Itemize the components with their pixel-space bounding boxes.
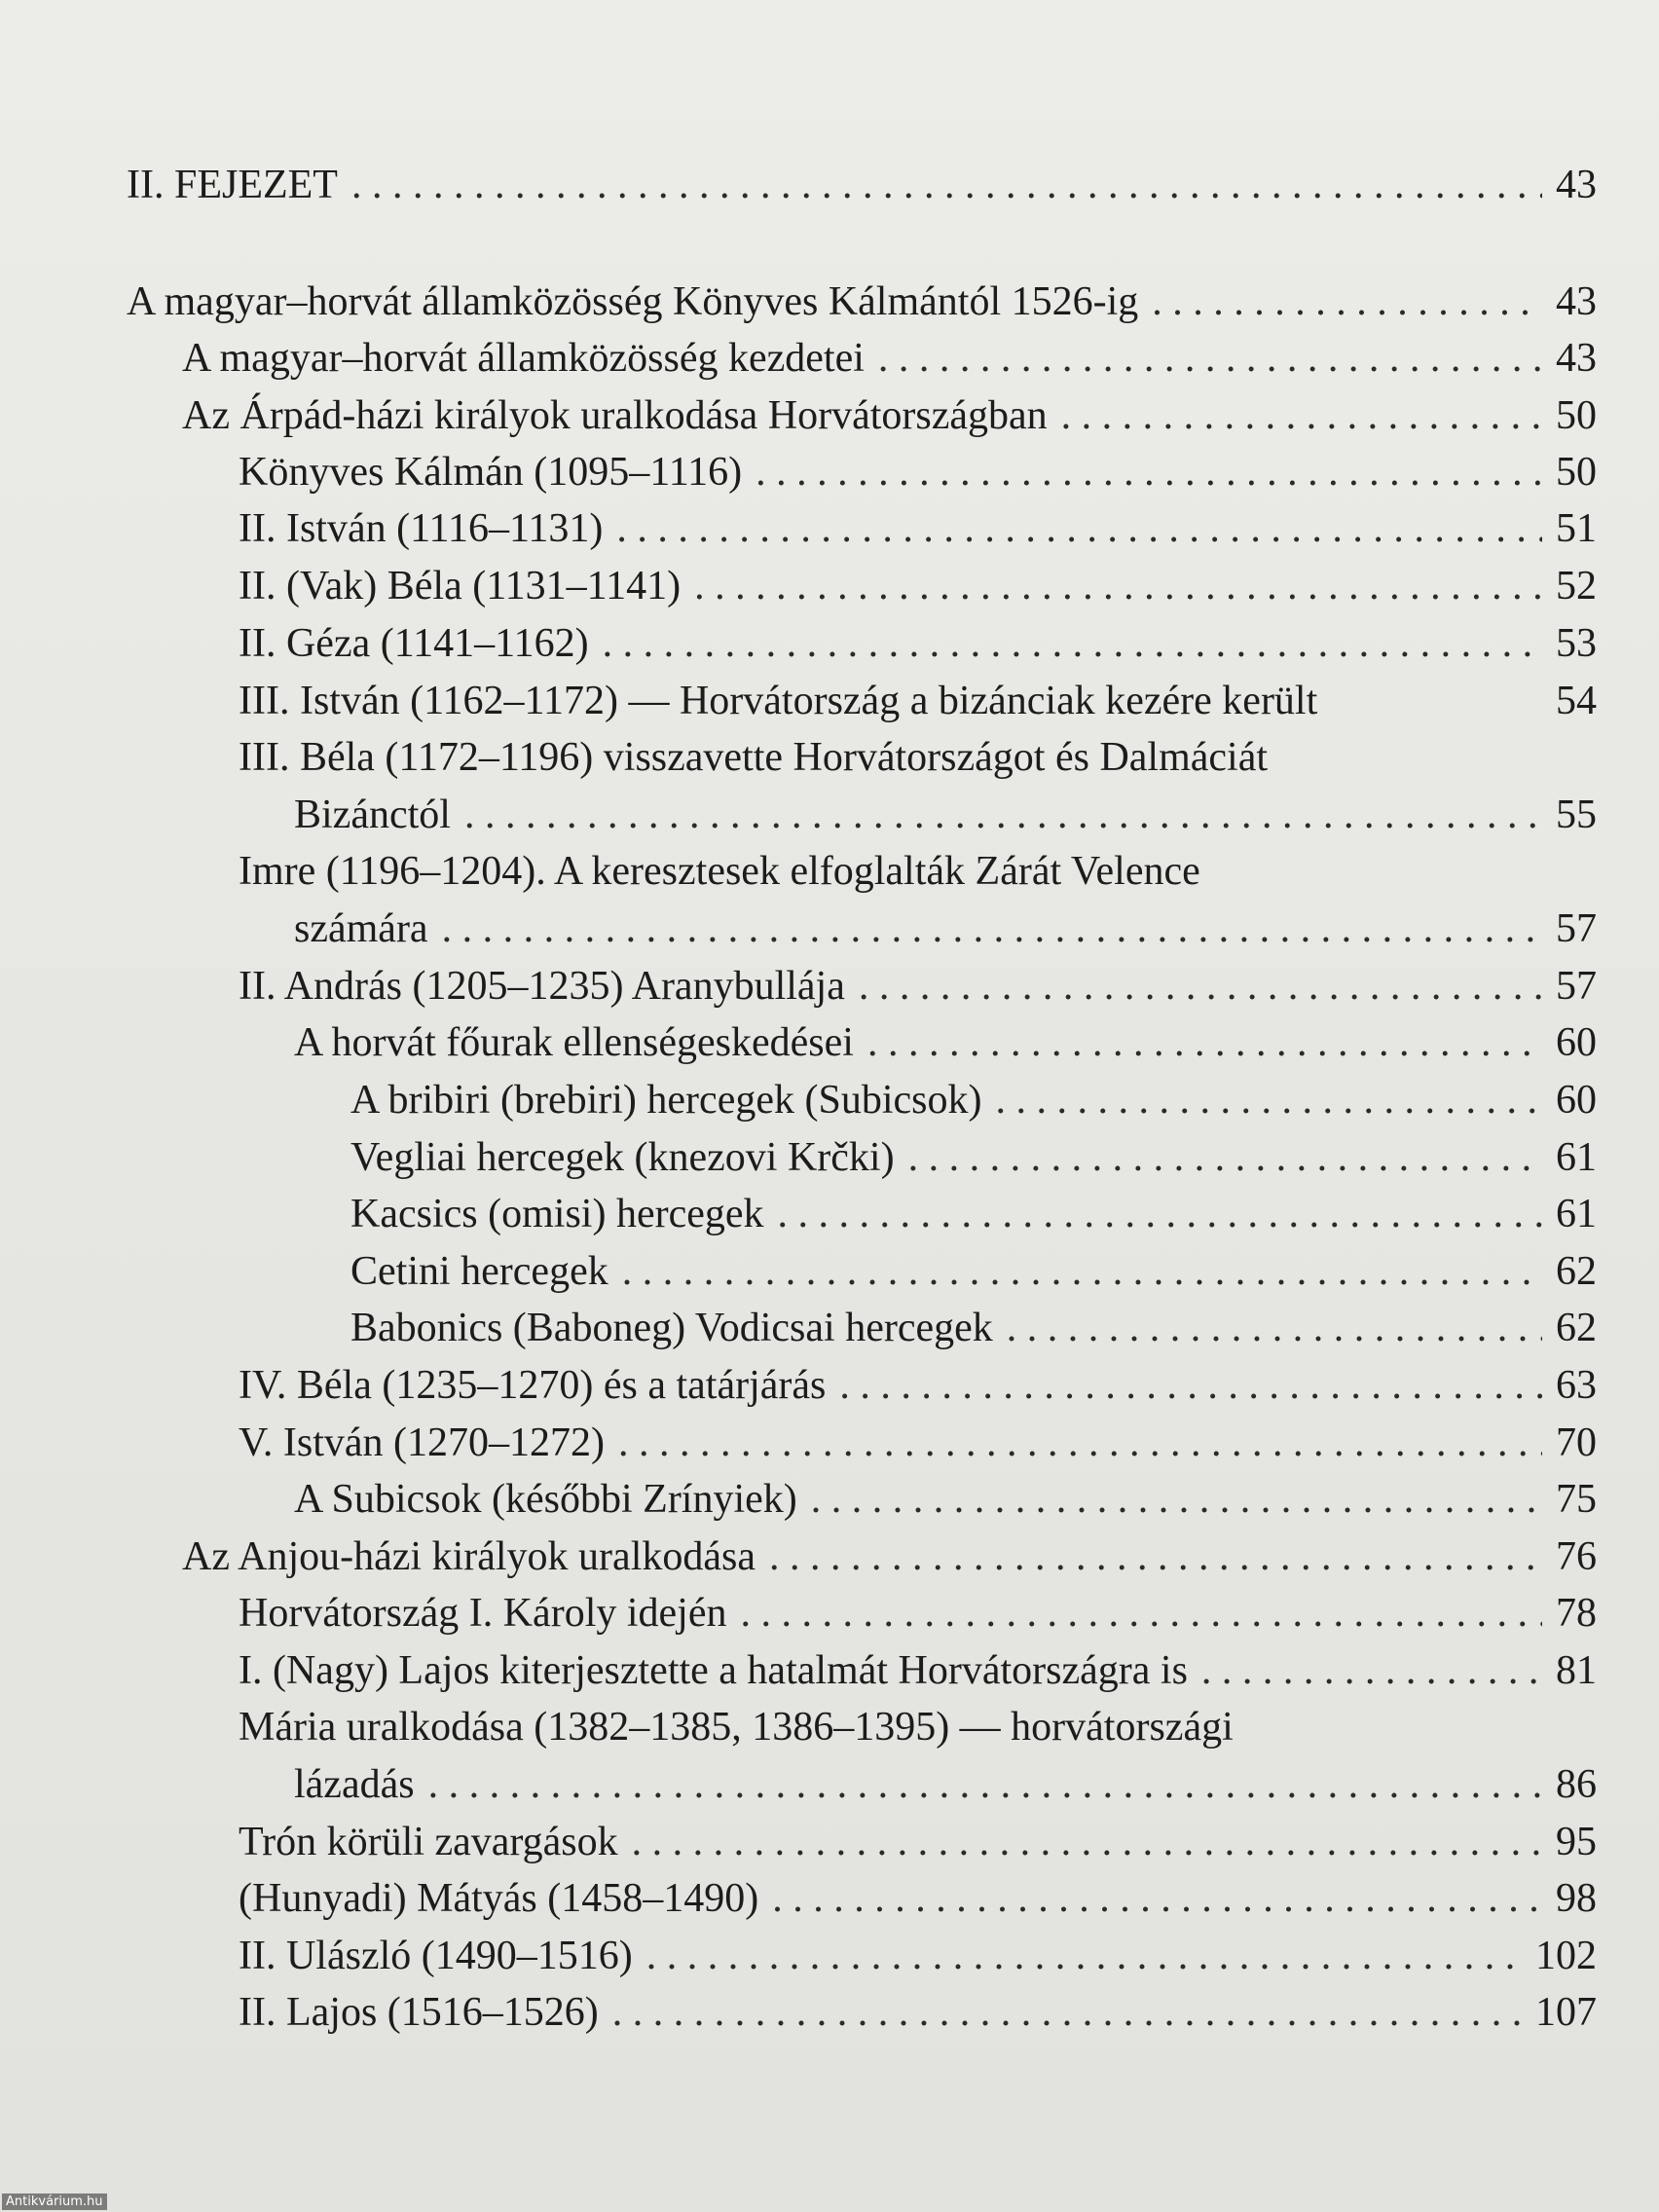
toc-entry-title: lázadás	[294, 1762, 415, 1807]
toc-entry-page-number: 61	[1556, 1135, 1597, 1180]
toc-entry-title: IV. Béla (1235–1270) és a tatárjárás	[239, 1363, 827, 1408]
toc-entry-title: Trón körüli zavargások	[239, 1820, 618, 1864]
toc-entry	[182, 1532, 1597, 1581]
dot-leader	[632, 1818, 1542, 1866]
toc-entry-title: (Hunyadi) Mátyás (1458–1490)	[239, 1876, 759, 1921]
toc-entry-page-number: 60	[1556, 1020, 1597, 1065]
toc-entry	[350, 1076, 1597, 1124]
dot-leader	[603, 619, 1542, 668]
toc-entry	[239, 1703, 1597, 1751]
dot-leader	[694, 562, 1542, 610]
toc-entry-page-number: 43	[1556, 163, 1597, 207]
toc-entry-title: Az Anjou-házi királyok uralkodása	[182, 1534, 756, 1579]
toc-entry	[182, 391, 1597, 440]
toc-entry-page-number: 61	[1556, 1192, 1597, 1236]
toc-entry	[350, 1304, 1597, 1352]
toc-entry-page-number: 63	[1556, 1363, 1597, 1408]
toc-entry	[239, 677, 1597, 725]
toc-entry	[350, 1190, 1597, 1238]
dot-leader	[618, 1419, 1542, 1467]
dot-leader	[1152, 277, 1542, 326]
toc-entry	[239, 1988, 1597, 2037]
toc-entry-page-number: 78	[1556, 1591, 1597, 1636]
toc-entry-title: II. András (1205–1235) Aranybullája	[239, 964, 845, 1009]
toc-entry	[182, 334, 1597, 383]
toc-entry-page-number: 86	[1556, 1762, 1597, 1807]
toc-entry	[239, 1646, 1597, 1695]
toc-entry-title: III. Béla (1172–1196) visszavette Horvátországot és Dalmáciát	[239, 735, 1269, 780]
toc-entry	[294, 1018, 1597, 1067]
dot-leader	[867, 1018, 1542, 1067]
dot-leader	[442, 904, 1542, 953]
toc-entry	[294, 1760, 1597, 1809]
toc-entry-title: Cetini hercegek	[350, 1249, 608, 1294]
toc-entry	[239, 448, 1597, 497]
toc-entry	[239, 1818, 1597, 1866]
dot-leader	[756, 448, 1542, 497]
toc-entry-page-number: 81	[1556, 1648, 1597, 1693]
toc-entry-page-number: 51	[1556, 506, 1597, 551]
dot-leader	[428, 1760, 1542, 1809]
dot-leader	[1201, 1646, 1542, 1695]
dot-leader	[995, 1076, 1542, 1124]
toc-entry-title: I. (Nagy) Lajos kiterjesztette a hatalmát Horvátországra is	[239, 1648, 1188, 1693]
toc-entry-title: Az Árpád-házi királyok uralkodása Horvátországban	[182, 393, 1048, 438]
toc-entry-title: A magyar–horvát államközösség kezdetei	[182, 336, 865, 381]
dot-leader	[616, 504, 1542, 553]
toc-entry-title: A Subicsok (későbbi Zrínyiek)	[294, 1477, 797, 1522]
dot-leader	[859, 962, 1542, 1011]
dot-leader	[464, 791, 1542, 839]
toc-entry-page-number: 62	[1556, 1249, 1597, 1294]
toc-entry-page-number: 43	[1556, 279, 1597, 324]
toc-entry-title: II. István (1116–1131)	[239, 506, 604, 551]
dot-leader	[811, 1475, 1542, 1524]
toc-entry	[239, 504, 1597, 553]
toc-entry-title: Horvátország I. Károly idején	[239, 1591, 727, 1636]
toc-entry-title: Vegliai hercegek (knezovi Krčki)	[350, 1135, 895, 1180]
toc-entry	[239, 619, 1597, 668]
toc-entry	[294, 904, 1597, 953]
toc-entry	[127, 277, 1597, 326]
toc-entry	[239, 962, 1597, 1011]
toc-entry-title: II. Géza (1141–1162)	[239, 621, 589, 666]
toc-entry-title: Kacsics (omisi) hercegek	[350, 1192, 764, 1236]
toc-entry-page-number: 95	[1556, 1820, 1597, 1864]
toc-entry	[239, 1932, 1597, 1980]
toc-entry-page-number: 43	[1556, 336, 1597, 381]
toc-entry-page-number: 102	[1535, 1934, 1597, 1978]
dot-leader	[646, 1932, 1522, 1980]
dot-leader	[740, 1589, 1542, 1638]
dot-leader	[839, 1361, 1542, 1410]
toc-entry	[350, 1133, 1597, 1182]
toc-entry-title: Mária uralkodása (1382–1385, 1386–1395) — horvátországi	[239, 1705, 1234, 1750]
toc-entry-title: Imre (1196–1204). A keresztesek elfoglalták Zárát Velence	[239, 849, 1200, 894]
dot-leader	[772, 1874, 1542, 1923]
toc-entry	[294, 1475, 1597, 1524]
toc-entry-title: A bribiri (brebiri) hercegek (Subicsok)	[350, 1078, 982, 1123]
toc-entry-page-number: 76	[1556, 1534, 1597, 1579]
dot-leader	[908, 1133, 1542, 1182]
dot-leader	[769, 1532, 1542, 1581]
toc-entry	[239, 847, 1597, 896]
toc-entry-page-number: 50	[1556, 393, 1597, 438]
toc-entry-title: A horvát főurak ellenségeskedései	[294, 1020, 854, 1065]
toc-entry	[239, 1361, 1597, 1410]
toc-entry-title: II. (Vak) Béla (1131–1141)	[239, 564, 682, 608]
toc-entry-title: Könyves Kálmán (1095–1116)	[239, 450, 743, 495]
toc-entry-title: Bizánctól	[294, 793, 451, 837]
toc-entry-title: Babonics (Baboneg) Vodicsai hercegek	[350, 1306, 993, 1350]
toc-entry-page-number: 55	[1556, 793, 1597, 837]
dot-leader	[1007, 1304, 1542, 1352]
dot-leader	[612, 1988, 1522, 2037]
toc-entry-page-number: 98	[1556, 1876, 1597, 1921]
toc-entry-title: III. István (1162–1172) — Horvátország a bizánciak kezére került	[239, 679, 1318, 723]
toc-entry-page-number: 57	[1556, 906, 1597, 951]
dot-leader	[878, 334, 1542, 383]
toc-entry	[239, 733, 1597, 782]
toc-entry	[127, 161, 1597, 209]
toc-entry	[239, 562, 1597, 610]
dot-leader	[622, 1247, 1542, 1296]
toc-entry-page-number: 54	[1556, 679, 1597, 723]
toc-entry	[239, 1874, 1597, 1923]
dot-leader	[351, 161, 1542, 209]
toc-entry-page-number: 70	[1556, 1420, 1597, 1465]
toc-entry	[239, 1589, 1597, 1638]
toc-entry-page-number: 107	[1535, 1990, 1597, 2035]
dot-leader	[1061, 391, 1542, 440]
toc-entry-title: II. FEJEZET	[127, 163, 338, 207]
toc-entry-page-number: 52	[1556, 564, 1597, 608]
toc-entry-page-number: 62	[1556, 1306, 1597, 1350]
toc-entry-page-number: 60	[1556, 1078, 1597, 1123]
toc-entry-title: A magyar–horvát államközösség Könyves Kálmántól 1526-ig	[127, 279, 1139, 324]
toc-entry	[239, 1419, 1597, 1467]
toc-entry-title: II. Ulászló (1490–1516)	[239, 1934, 633, 1978]
dot-leader	[778, 1190, 1543, 1238]
toc-entry-page-number: 75	[1556, 1477, 1597, 1522]
toc-entry-page-number: 53	[1556, 621, 1597, 666]
toc-entry	[350, 1247, 1597, 1296]
toc-entry-page-number: 57	[1556, 964, 1597, 1009]
toc-entry-title: V. István (1270–1272)	[239, 1420, 606, 1465]
toc-entry	[294, 791, 1597, 839]
toc-entry-title: II. Lajos (1516–1526)	[239, 1990, 599, 2035]
watermark: Antikvárium.hu	[2, 2194, 107, 2210]
toc-entry-title: számára	[294, 906, 428, 951]
toc-entry-page-number: 50	[1556, 450, 1597, 495]
